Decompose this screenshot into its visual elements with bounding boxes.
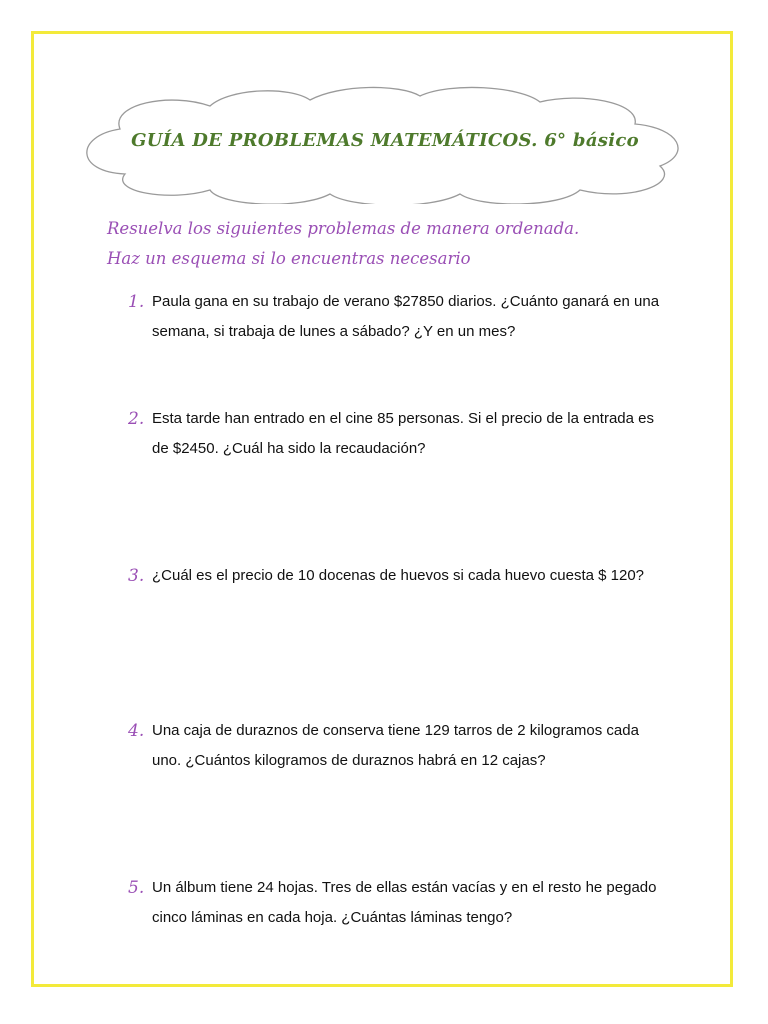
problem-text: Una caja de duraznos de conserva tiene 129 tarros de 2 kilogramos cada uno. ¿Cuántos kilogramos de duraznos habrá en 12 cajas? [152,722,639,769]
problem-number: 2. [128,409,145,429]
problem-number: 4. [128,721,145,741]
page-title: GUÍA DE PROBLEMAS MATEMÁTICOS. 6° básico [131,130,639,151]
problem-3 [128,561,668,591]
instructions-line-1: Resuelva los siguientes problemas de manera ordenada. [107,219,580,238]
problem-text: Un álbum tiene 24 hojas. Tres de ellas están vacías y en el resto he pegado cinco láminas en cada hoja. ¿Cuántas láminas tengo? [152,879,657,926]
problem-number: 3. [128,566,145,586]
problem-text: Esta tarde han entrado en el cine 85 personas. Si el precio de la entrada es de $2450. ¿Cuál ha sido la recaudación? [152,410,654,457]
problem-text: ¿Cuál es el precio de 10 docenas de huevos si cada huevo cuesta $ 120? [152,567,644,584]
problem-5 [128,873,668,933]
problem-1 [128,287,668,347]
problem-number: 1. [128,292,145,312]
problem-number: 5. [128,878,145,898]
problem-4 [128,716,668,776]
instructions [107,214,687,274]
problem-text: Paula gana en su trabajo de verano $27850 diarios. ¿Cuánto ganará en una semana, si trabaja de lunes a sábado? ¿Y en un mes? [152,293,660,340]
problem-2 [128,404,668,464]
instructions-line-2: Haz un esquema si lo encuentras necesario [107,249,471,268]
title-cloud [80,84,690,204]
